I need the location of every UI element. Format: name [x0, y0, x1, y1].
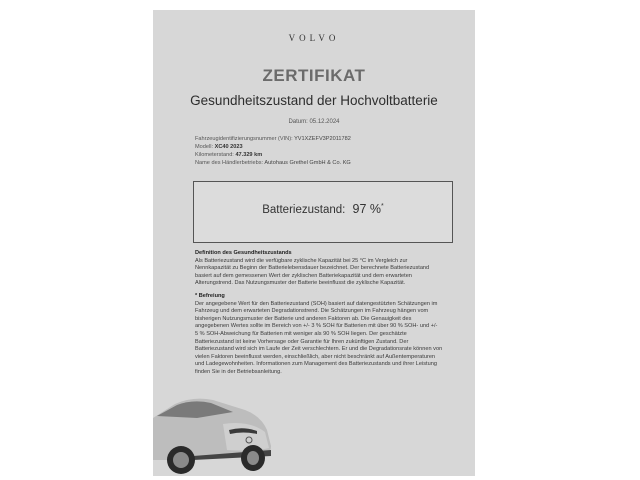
disclaimer-line: angegebenen Wertes sollte im Bereich von +/- 3 % SOH für Batterien mit über 90 % SOH- und +/-	[195, 323, 438, 330]
mileage-value: 47.329 km	[235, 152, 263, 158]
disclaimer-line: Der angegebene Wert für den Batteriezustand (SOH) basiert auf datengestützten Schätzungen im	[195, 300, 438, 307]
definition-section	[195, 250, 465, 288]
brand-logo: VOLVO	[288, 33, 340, 43]
mileage-row	[195, 151, 455, 159]
vin-value: YV1XZEFV3P2011782	[294, 136, 351, 142]
disclaimer-line: bisherigen Nutzungsmuster der Batterie und anderen Faktoren ab. Die Genauigkeit des	[195, 315, 412, 322]
disclaimer-line: 5 % SOH-Abweichung für Batterien mit weniger als 90 % SOH liegen. Der geschätzte	[195, 330, 407, 337]
vin-row	[195, 135, 455, 143]
vehicle-info	[195, 135, 455, 167]
vin-label: Fahrzeugidentifizierungsnummer (VIN):	[195, 136, 293, 142]
definition-line: Als Batteriezustand wird die verfügbare zyklische Kapazität bei 25 °C im Vergleich zur	[195, 257, 408, 264]
disclaimer-line: Batteriezustand ist keine Vorhersage oder Garantie für Ihren zukünftigen Zustand. Der	[195, 338, 409, 345]
definition-line: Alterungstrend. Das Nutzungsmuster der Batterie beeinflusst die zyklische Kapazität.	[195, 280, 406, 287]
model-row	[195, 143, 455, 151]
dealer-label: Name des Händlerbetriebs:	[195, 160, 264, 166]
model-value: XC40 2023	[214, 144, 243, 150]
disclaimer-line: und Ladegewohnheiten. Informationen zum Management des Batteriezustands und ihrer Leistung	[195, 361, 437, 368]
disclaimer-line: Batteriezustand wird sich im Laufe der Zeit verschlechtern. Er und die Degradationsrate können von	[195, 346, 443, 353]
definition-heading: Definition des Gesundheitszustands	[195, 250, 292, 256]
disclaimer-section	[195, 293, 465, 377]
document-title: ZERTIFIKAT	[262, 66, 366, 85]
dealer-value: Autohaus Grethel GmbH & Co. KG	[264, 160, 351, 166]
disclaimer-heading: * Befreiung	[195, 293, 225, 299]
document-date: Datum: 05.12.2024	[288, 119, 340, 125]
disclaimer-line: finden Sie in der Betriebsanleitung.	[195, 368, 282, 375]
document-subtitle: Gesundheitszustand der Hochvoltbatterie	[190, 93, 438, 108]
dealer-row	[195, 159, 455, 167]
disclaimer-line: vielen Faktoren beeinflusst werden, einschließlich, aber nicht beschränkt auf Außentemperaturen	[195, 353, 436, 360]
model-label: Modell:	[195, 144, 214, 150]
battery-status-box	[193, 181, 453, 243]
car-illustration	[153, 390, 283, 476]
battery-status-value: 97 %	[352, 202, 382, 216]
battery-status-label: Batteriezustand:	[262, 204, 346, 216]
battery-status	[194, 202, 452, 216]
certificate-page	[153, 10, 475, 476]
mileage-label: Kilometerstand:	[195, 152, 234, 158]
definition-line: Nennkapazität zu Beginn der Batterielebensdauer bezeichnet. Der berechnete Batteriezustand	[195, 265, 430, 272]
disclaimer-line: Fahrzeug und dem erwarteten Degradationstrend. Die Schätzungen im Fahrzeug hängen vom	[195, 308, 429, 315]
battery-footnote-mark: *	[381, 203, 384, 211]
definition-line: basiert auf dem gemessenen Wert der zyklischen Batteriekapazität und dem erwarteten	[195, 272, 412, 279]
